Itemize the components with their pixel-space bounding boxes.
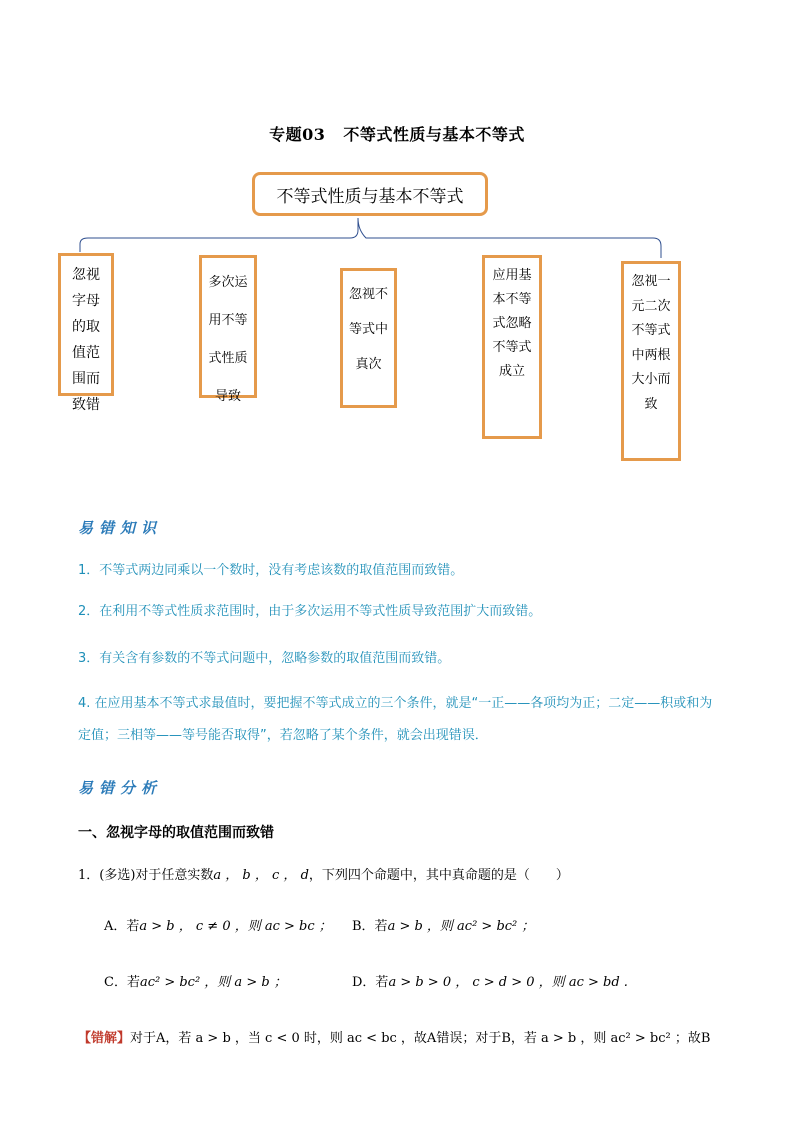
mindmap-root: 不等式性质与基本不等式 <box>252 172 488 216</box>
knowledge-item-4: 4. 在应用基本不等式求最值时，要把握不等式成立的三个条件，就是“一正——各项均为正；二定——积或和为定值；三相等——等号能否取得”，若忽略了某个条件，就会出现错误． <box>78 696 713 743</box>
option-c-math: ac² > bc² ，则 a > b ； <box>139 975 287 990</box>
title-prefix: 专题 <box>269 125 303 144</box>
knowledge-item-2: 2．在利用不等式性质求范围时，由于多次运用不等式性质导致范围扩大而致错。 <box>78 604 542 619</box>
section-title: 一、忽视字母的取值范围而致错 <box>78 825 274 841</box>
knowledge-item-3: 3．有关含有参数的不等式问题中，忽略参数的取值范围而致错。 <box>78 651 451 666</box>
branch-5-text: 忽视一元二次不等式中两根大小而致 <box>631 274 671 412</box>
title-number: 03 <box>302 125 326 144</box>
question-vars: a ， b ， c ， d <box>213 868 309 883</box>
branch-2-text: 多次运用不等式性质导致 <box>208 275 248 404</box>
option-c-label: C．若 <box>104 975 140 990</box>
option-d-label: D．若 <box>352 975 389 990</box>
error-text: 对于A，若 a > b ，当 c < 0 时，则 ac < bc ，故A错误；对于B，若 a > b ，则 ac² > bc² ；故B <box>130 1031 711 1046</box>
branch-3-text: 忽视不等式中真次 <box>349 287 389 372</box>
mindmap-brace <box>0 0 794 280</box>
knowledge-item-1: 1．不等式两边同乘以一个数时，没有考虑该数的取值范围而致错。 <box>78 563 464 578</box>
mindmap-branch-5 <box>621 261 681 461</box>
option-b <box>352 915 534 934</box>
option-a-label: A．若 <box>104 919 140 934</box>
option-d-math: a > b > 0 ， c > d > 0 ，则 ac > bd . <box>388 975 628 990</box>
option-a-math: a > b ， c ≠ 0 ，则 ac > bc ； <box>139 919 332 934</box>
option-d <box>352 971 628 990</box>
question-stem <box>78 864 569 883</box>
question-stem-prefix: 1．(多选)对于任意实数 <box>78 868 214 883</box>
error-solution <box>78 1027 718 1046</box>
option-a <box>104 915 332 934</box>
branch-4-text: 应用基本不等式忽略不等式成立 <box>492 268 532 379</box>
mindmap-branch-2 <box>199 255 257 404</box>
analysis-heading: 易错分析 <box>78 779 163 797</box>
knowledge-heading: 易错知识 <box>78 519 163 537</box>
mindmap-branch-3 <box>340 268 397 408</box>
title-text: 不等式性质与基本不等式 <box>343 125 525 144</box>
mindmap-branch-4 <box>482 255 542 439</box>
option-b-math: a > b ，则 ac² > bc² ； <box>387 919 535 934</box>
branch-1-text: 忽视字母的取值范围而致错 <box>72 267 100 413</box>
option-b-label: B．若 <box>352 919 388 934</box>
mindmap-branch-1 <box>58 253 114 413</box>
error-label: 【错解】 <box>78 1031 131 1046</box>
question-stem-suffix: ，下列四个命题中，其中真命题的是（ ） <box>308 868 569 883</box>
option-c <box>104 971 287 990</box>
